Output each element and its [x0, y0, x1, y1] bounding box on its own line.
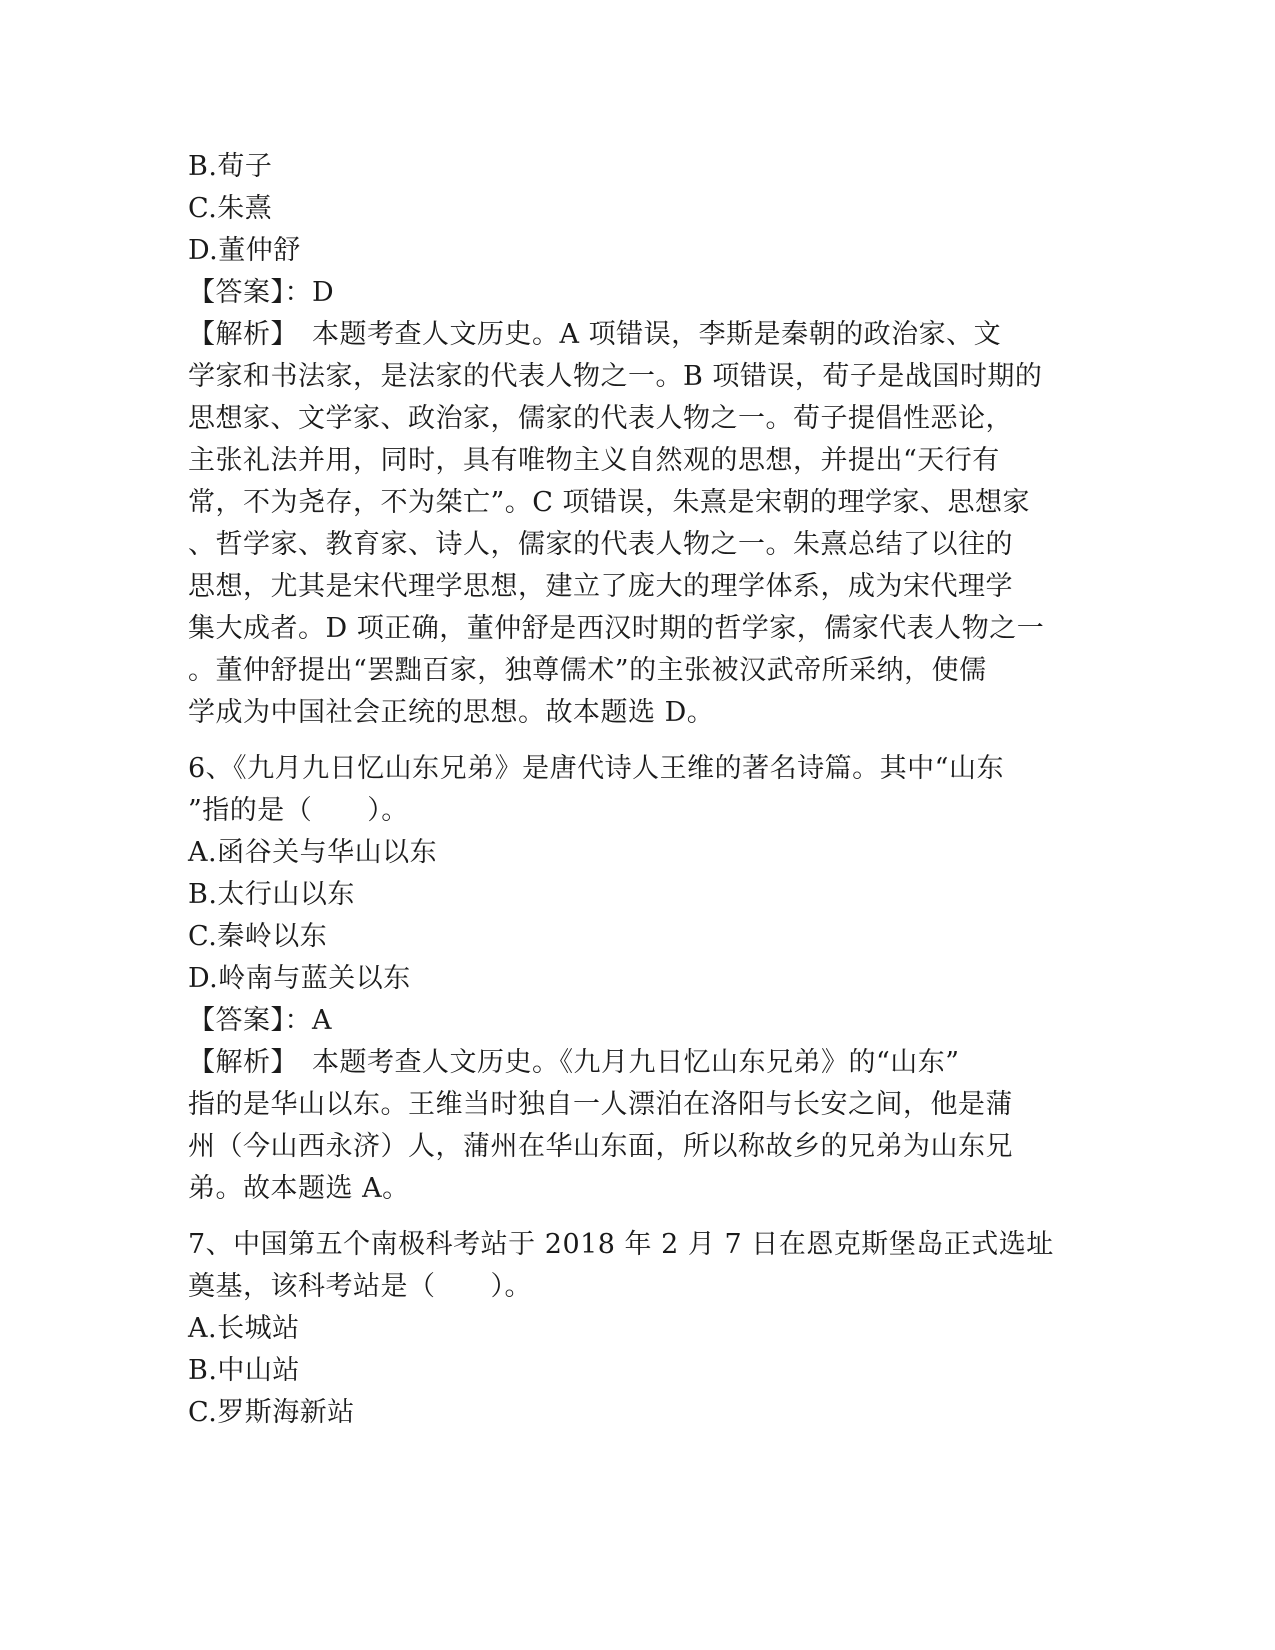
q6-option-d: D.岭南与蓝关以东: [188, 963, 411, 994]
q7-option-a: A.长城站: [188, 1313, 300, 1344]
question-6-block: [188, 748, 1088, 1210]
document-page: [188, 146, 1088, 1434]
q7-question-line: 7、中国第五个南极科考站于 2018 年 2 月 7 日在恩克斯堡岛正式选址: [188, 1229, 1054, 1260]
question-7-block: [188, 1224, 1088, 1434]
spacer: [188, 734, 1088, 748]
q5-option-d: D.董仲舒: [188, 235, 301, 266]
q6-analysis-line: 弟。故本题选 A。: [188, 1173, 410, 1204]
q6-analysis-line: 【解析】 本题考查人文历史。《九月九日忆山东兄弟》的“山东”: [188, 1047, 960, 1078]
q5-analysis-line: 常，不为尧存，不为桀亡”。C 项错误，朱熹是宋朝的理学家、思想家: [188, 487, 1031, 518]
q6-question-line: ”指的是（ ）。: [188, 795, 409, 826]
q6-analysis-line: 州（今山西永济）人，蒲州在华山东面，所以称故乡的兄弟为山东兄: [188, 1131, 1013, 1162]
q5-analysis-line: 主张礼法并用，同时，具有唯物主义自然观的思想，并提出“天行有: [188, 445, 1000, 476]
q5-analysis-line: 集大成者。D 项正确，董仲舒是西汉时期的哲学家，儒家代表人物之一: [188, 613, 1045, 644]
q5-option-b: B.荀子: [188, 151, 273, 182]
q5-analysis-line: 【解析】 本题考查人文历史。A 项错误，李斯是秦朝的政治家、文: [188, 319, 1002, 350]
q5-answer: 【答案】：D: [188, 277, 335, 308]
q7-question-line: 奠基，该科考站是（ ）。: [188, 1271, 532, 1302]
q6-option-a: A.函谷关与华山以东: [188, 837, 438, 868]
spacer: [188, 1210, 1088, 1224]
q5-analysis-line: 思想，尤其是宋代理学思想，建立了庞大的理学体系，成为宋代理学: [188, 571, 1013, 602]
q6-analysis-line: 指的是华山以东。王维当时独自一人漂泊在洛阳与长安之间，他是蒲: [188, 1089, 1013, 1120]
question-5-block: [188, 146, 1088, 734]
q6-option-c: C.秦岭以东: [188, 921, 328, 952]
q6-question-line: 6、《九月九日忆山东兄弟》是唐代诗人王维的著名诗篇。其中“山东: [188, 753, 1004, 784]
q5-option-c: C.朱熹: [188, 193, 273, 224]
q5-analysis-line: 。董仲舒提出“罢黜百家，独尊儒术”的主张被汉武帝所采纳，使儒: [188, 655, 987, 686]
q5-analysis-line: 学成为中国社会正统的思想。故本题选 D。: [188, 697, 715, 728]
q7-option-b: B.中山站: [188, 1355, 300, 1386]
q6-answer: 【答案】：A: [188, 1005, 332, 1036]
q5-analysis-line: 、哲学家、教育家、诗人，儒家的代表人物之一。朱熹总结了以往的: [188, 529, 1013, 560]
q5-analysis-line: 学家和书法家，是法家的代表人物之一。B 项错误，荀子是战国时期的: [188, 361, 1043, 392]
q7-option-c: C.罗斯海新站: [188, 1397, 355, 1428]
q5-analysis-line: 思想家、文学家、政治家，儒家的代表人物之一。荀子提倡性恶论，: [188, 403, 1013, 434]
q6-option-b: B.太行山以东: [188, 879, 355, 910]
